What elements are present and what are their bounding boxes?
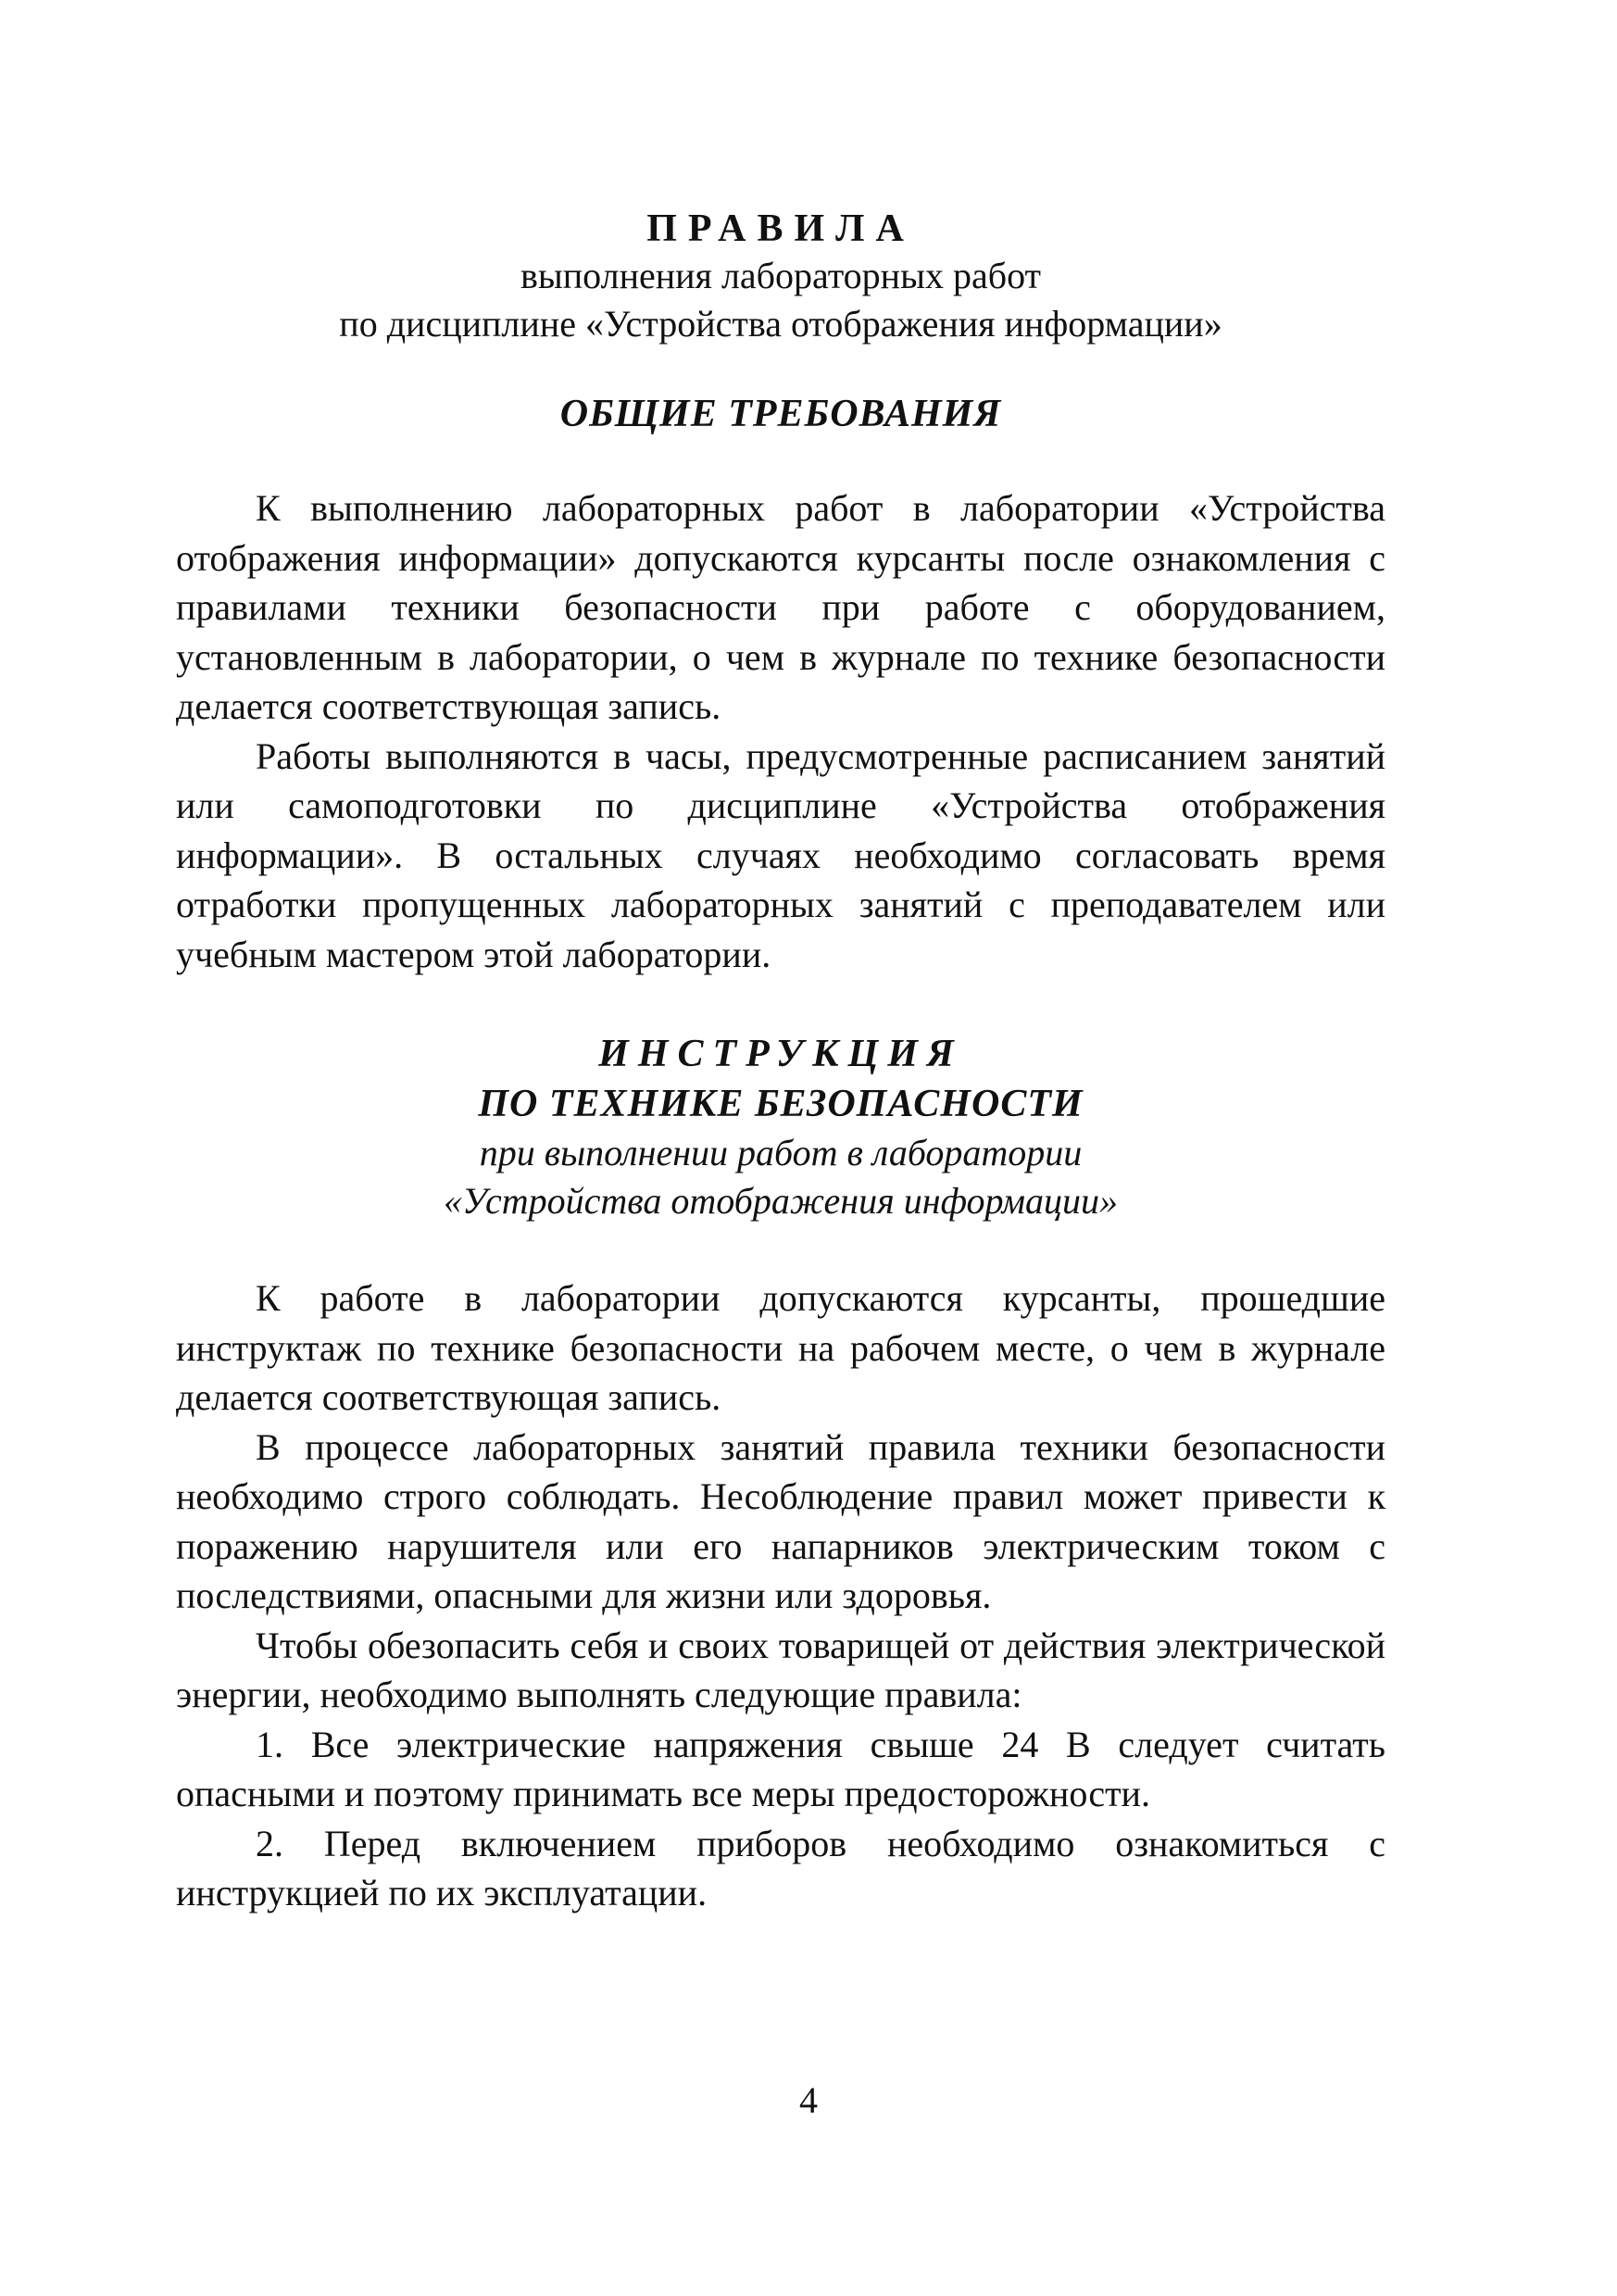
- rules-title: ПРАВИЛА: [646, 207, 915, 250]
- safety-rule-1: 1. Все электрические напряжения свыше 24 В следует считать опасными и поэтому принимать все меры предосторожности.: [176, 1723, 1385, 1814]
- document-page: [176, 206, 1385, 1918]
- safety-paragraph-2: В процессе лабораторных занятий правила техники безопасности необходимо строго соблюдать. Несоблюдение правил может привести к поражению нарушителя или его напарников электрическим током с последствиями, опасными для жизни или здоровья.: [176, 1425, 1385, 1616]
- safety-rule-2: 2. Перед включением приборов необходимо ознакомиться с инструкцией по их эксплуатации.: [176, 1822, 1385, 1913]
- rules-subtitle-line2: по дисциплине «Устройства отображения информации»: [339, 303, 1222, 345]
- safety-paragraph-1: К работе в лаборатории допускаются курсанты, прошедшие инструктаж по технике безопасности на рабочем месте, о чем в журнале делается соответствующая запись.: [176, 1277, 1385, 1418]
- safety-instruction-heading: ИНСТРУКЦИЯ: [598, 1033, 963, 1075]
- safety-instruction-heading-line2: ПО ТЕХНИКЕ БЕЗОПАСНОСТИ: [478, 1083, 1084, 1125]
- general-paragraph-1: К выполнению лабораторных работ в лаборатории «Устройства отображения информации» допускаются курсанты после ознакомления с правилами техники безопасности при работе с оборудованием, установленным в лаборатории, о чем в журнале по технике безопасности делается соответствующая запись.: [176, 487, 1385, 727]
- general-paragraph-2: Работы выполняются в часы, предусмотренные расписанием занятий или самоподготовки по дисциплине «Устройства отображения информации». В остальных случаях необходимо согласовать время отработки пропущенных лабораторных занятий с преподавателем или учебным мастером этой лаборатории.: [176, 734, 1385, 975]
- safety-paragraph-3: Чтобы обезопасить себя и своих товарищей от действия электрической энергии, необходимо выполнять следующие правила:: [176, 1624, 1385, 1715]
- safety-subheading-line1: при выполнении работ в лаборатории: [479, 1132, 1083, 1173]
- general-requirements-heading: ОБЩИЕ ТРЕБОВАНИЯ: [559, 393, 1002, 435]
- safety-subheading-line2: «Устройства отображения информации»: [443, 1180, 1118, 1222]
- rules-subtitle-line1: выполнения лабораторных работ: [520, 255, 1042, 296]
- page-number: 4: [799, 2079, 818, 2121]
